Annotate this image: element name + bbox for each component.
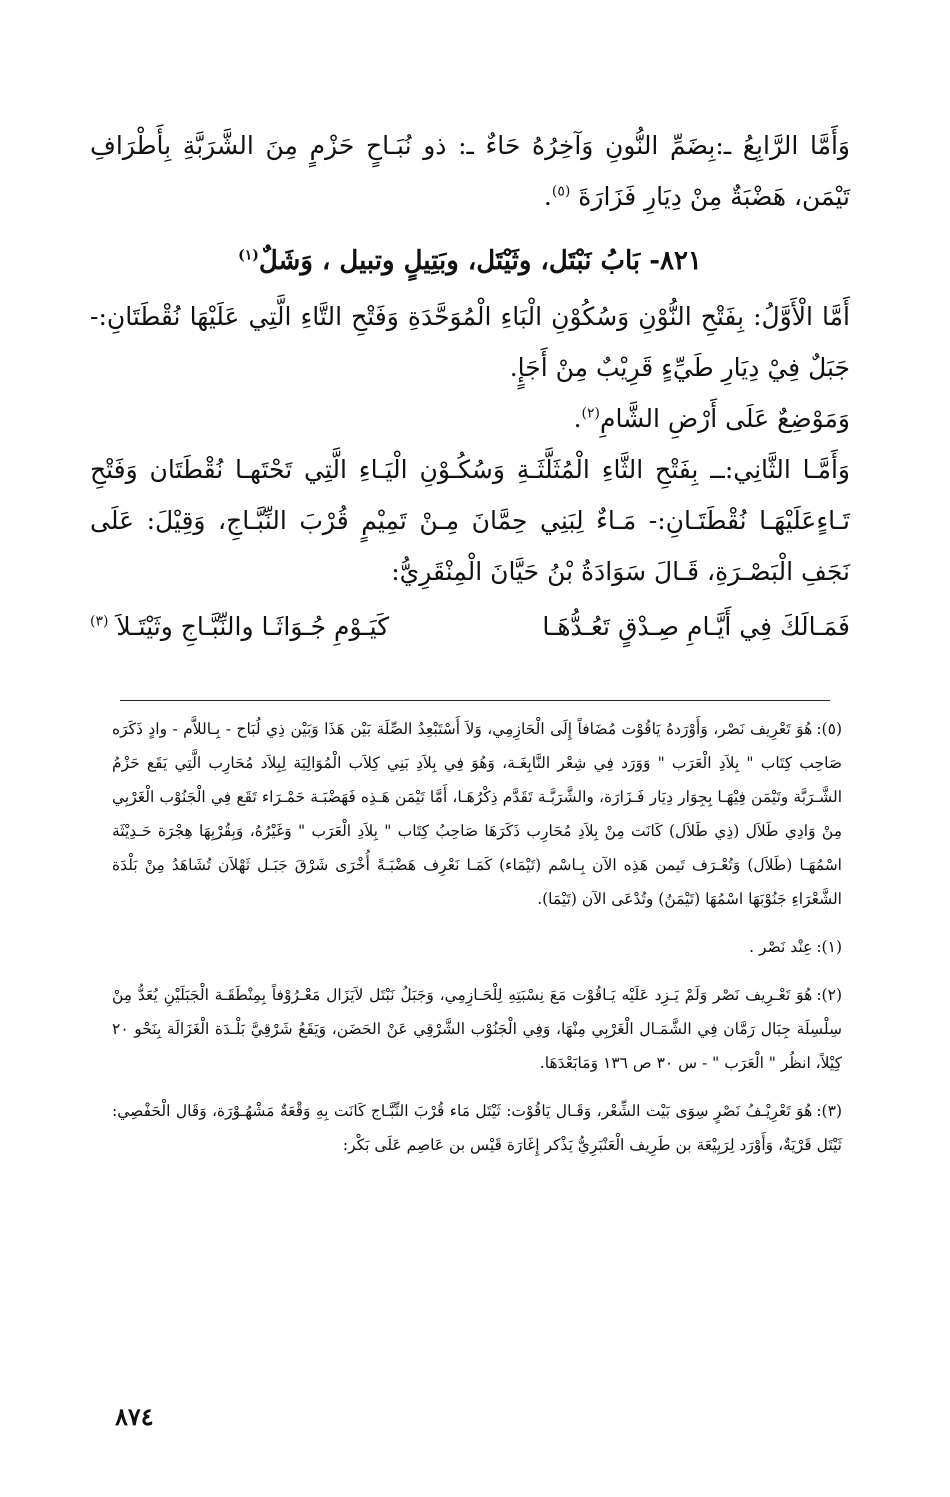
footnote-separator bbox=[120, 700, 830, 701]
footnote-item bbox=[112, 978, 842, 1080]
footnote-text: عِنْد نَصْر . bbox=[749, 938, 813, 956]
footnote-ref: (٢) bbox=[581, 405, 600, 422]
paragraph-second: وَأَمَّـا الثَّانِي:ــ بِفَتْحِ الثَّاءِ الْمُثَلَّثَـةِ وَسُكُـوْنِ الْيَـاءِ الَّتِي تَحْتَهـا نُقْطَتَان وَفَتْحِ تَـاءٍعَلَيْهَـا نُقْطَتَـانِ:- مَـاءٌ لِبَنِي حِمَّانَ مِـنْ تَمِيْمٍ قُرْبَ النِّبَّـاجِ، وَقِيْلَ: عَلَى نَجَفِ الْبَصْـرَةِ، قَـالَ سَوَادَةُ بْنُ حَيَّانَ الْمِنْقَرِيُّ: bbox=[90, 455, 850, 586]
footnote-item bbox=[112, 1094, 842, 1162]
paragraph-fourth-text: وَأَمَّا الرَّابِعُ ـ:بِضَمِّ النُّونِ وَآخِرُهُ حَاءٌ ـ: ذو نُبَـاحٍ حَزْمٍ مِنَ الشَّرَبَّةِ بِأَطْرَافِ تَيْمَن، هَضْبَةٌ مِنْ دِيَارِ فَزَارَةَ bbox=[90, 131, 850, 211]
footnote-text: هُوَ تَعْـرِيف نَصْر وَلَمْ يَـزِد عَلَيْه يَـاقُوْت مَعَ نِسْبَتِهِ لِلْحَـازِمِي، وَجَبَلُ نَبْتَل لاَيَزَال مَعْـرُوْفاً بِمِنْطَقَـة الْجَبَلَيْنِ يُعَدُّ مِنْ سِلْسِلَة جِبَال رَمَّان فِي الشَّمَـال الْغَرْبِي مِنْهَا، وَفِي الْجَنُوْب الشَّرْقِي عَنْ الحَضَن، وَيَقَعُ شَرْقِيَّ بَلْـدَة الْغَزَالَة بِنَحْو ٢٠ كِيْلاً، انظُر " الْعَرَب " - س ٣٠ ص ١٣٦ وَمَابَعْدَهَا. bbox=[112, 986, 842, 1072]
footnotes bbox=[112, 712, 842, 1176]
paragraph-place-text: وَمَوْضِعٌ عَلَى أَرْضِ الشَّامِ bbox=[600, 404, 850, 433]
paragraph-first: أَمَّا الْأَوَّلُ: بِفَتْحِ النُّوْنِ وَسُكُوْنِ الْبَاءِ الْمُوَحَّدَةِ وَفَتْحِ التَّاءِ الَّتِي عَلَيْهَا نُقْطَتَانِ:- جَبَلٌ فِيْ دِيَارِ طَيِّءٍ قَرِيْبٌ مِنْ أَجَإٍ. bbox=[90, 302, 850, 382]
section-heading bbox=[90, 236, 850, 287]
verse-first-hemistich: فَمَـالَكَ فِي أَيَّـامِ صِـدْقٍ تَعُـدُّهَـا bbox=[542, 612, 850, 641]
footnote-item bbox=[112, 930, 842, 964]
footnote-mark: (٣): bbox=[816, 1102, 842, 1120]
footnote-text: هُوَ تَعْرِيف نَصْر، وَأَوْرَدهُ يَاقُوْت مُضَافاً إِلَى الْحَازِمِي، وَلاَ أَسْتَبْعِدُ الصِّلَة بَيْن هَذَا وَبَيْن ذِي لُبَاح - بِـاللاَّم - وادٍ ذَكَرَه صَاحِب كِتَاب " بِلاَدِ الْعَرَب " وَوَرَد فِي شِعْر النَّابِغَـة، وَهُوَ فِي بِلاَدِ بَنِي كِلاَب الْمُوَالِيَة لِبِلاَد مُحَارِب الَّتِي يَقَع حَزْمُ الشَّـرَبَّة وتَيْمَن فِيْهَـا بِجِوَار دِيَار فَـزَارَة، والشَّرَبَّـة تَقَدَّم ذِكْرُهَـا، أَمَّا تَيْمَن هَـذِه فَهَضْبَـة حَمْـرَاء تَقَع فِي الْجَنُوْب الْغَرْبِي مِنْ وَادِي طَلاَل (ذِي طَلاَل) كَانَت مِنْ بِلاَدِ مُحَارِب ذَكَرَهَا صَاحِبُ كِتَاب " بِلاَدِ الْعَرَب " وَغَيْرُهُ، وَبِقُرْبِهَا هِجْرَة حَـدِيْثَة اسْمُهَـا (طَلاَل) وَتُعْـرَف تَيمن هَذِه الآن بِـاسْم (تَيْمَاء) كَمَـا نَعْرِف هَضْبَـةً أُخْرَى شَرْقَ جَبَـل ثَهْلاَن تُشَاهَدُ مِنْ بَلْدَة الشَّعْرَاءِ جَنُوْبَهَا اسْمُهَا (تَيْمَنُ) وتُدْعَى الآن (تَيْمَا). bbox=[112, 720, 842, 908]
footnote-mark: (٢): bbox=[816, 986, 842, 1004]
page-number: ٨٧٤ bbox=[115, 1402, 154, 1431]
footnote-ref: (٥) bbox=[551, 183, 571, 200]
footnote-mark: (٥): bbox=[816, 720, 842, 738]
footnote-mark: (١): bbox=[816, 938, 842, 956]
footnote-ref: (١) bbox=[238, 247, 259, 264]
verse-second-text: كَيَـوْمِ جُـوَاثَـا والنِّبَّـاجِ وثَيْتَـلاَ bbox=[116, 612, 390, 641]
footnote-text: هُوَ تَعْرِيْـفُ نَصْرٍ سِوَى بَيْت الشِّعْر، وَقَـال يَاقُوْت: ثَيْتَل مَاء قُرْبَ النِّبَّـاج كَانَت بِهِ وَقْعَةٌ مَشْهُـوْرَة، وَقَال الْحَفْصِي: ثَيْتَل قَرْيَةٌ، وَأَوْرَد لِرَبِيْعَة بن طَرِيف الْعَنْبَرِيُّ يَذْكر إِغَارَة قَيْس بن عَاصِم عَلَى بَكْر: bbox=[112, 1102, 842, 1154]
section-heading-text: ٨٢١- بَابُ نَبْتَل، وثَيْتَل، وبَتِيلٍ وتبيل ، وَشَلٌ bbox=[258, 246, 702, 276]
footnote-item bbox=[112, 712, 842, 916]
paragraph-place: وَمَوْضِعٌ عَلَى أَرْضِ الشَّامِ$^{(٢)}$. bbox=[573, 404, 850, 433]
main-text bbox=[90, 120, 850, 652]
poem-verse bbox=[90, 601, 850, 652]
footnote-ref: (٣) bbox=[90, 613, 109, 630]
paragraph-fourth: وَأَمَّا الرَّابِعُ ـ:بِضَمِّ النُّونِ وَآخِرُهُ حَاءٌ ـ: ذو نُبَـاحٍ حَزْمٍ مِنَ الشَّرَبَّةِ بِأَطْرَافِ تَيْمَن، هَضْبَةٌ مِنْ دِيَارِ فَزَارَةَ $^{(٥)}$. bbox=[90, 131, 850, 211]
verse-second-hemistich bbox=[90, 601, 389, 652]
